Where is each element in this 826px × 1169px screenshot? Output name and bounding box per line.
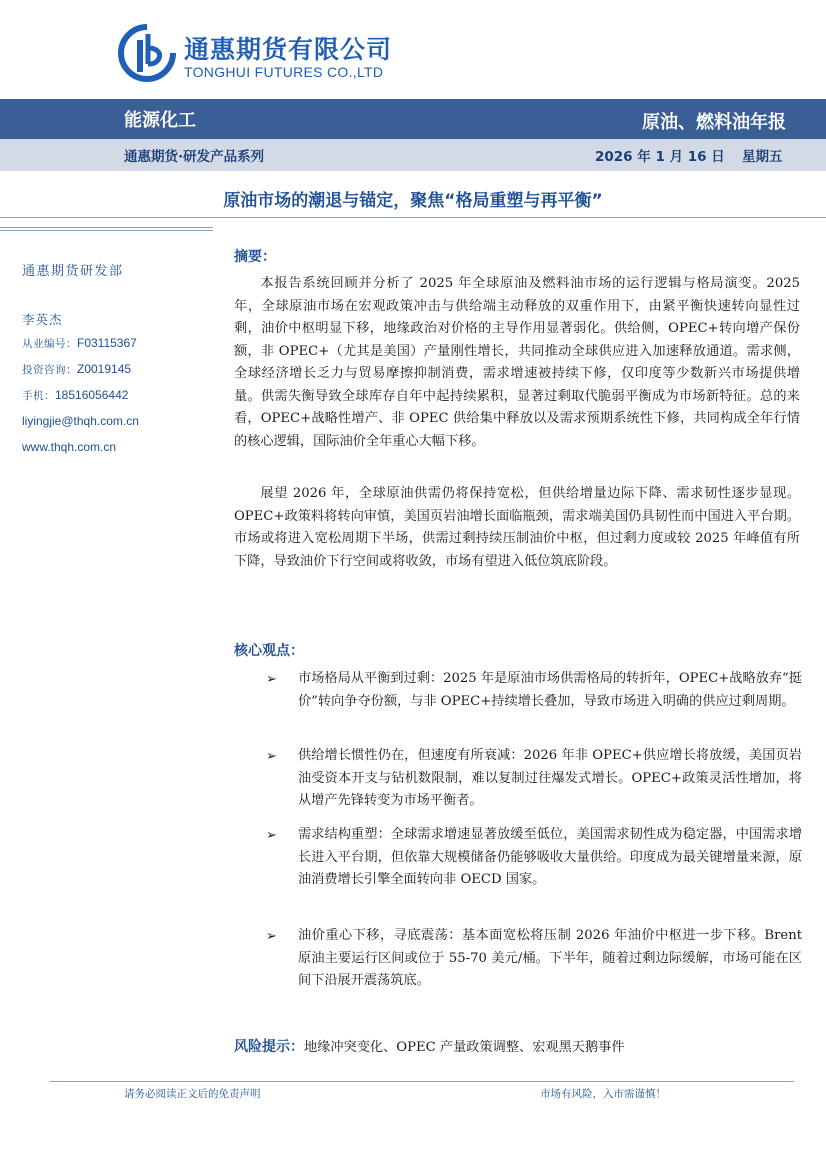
company-name-en: TONGHUI FUTURES CO.,LTD bbox=[184, 64, 384, 80]
footer-risk-warning: 市场有风险，入市需谨慎！ bbox=[540, 1088, 666, 1100]
department: 通惠期货研发部 bbox=[22, 264, 124, 279]
phone-value: 18516056442 bbox=[55, 388, 129, 402]
arrow-bullet-icon: ➢ bbox=[266, 672, 277, 687]
core-view-item: 需求结构重塑：全球需求增速显著放缓至低位，美国需求韧性成为稳定器，中国需求增长进入平台期，但依靠大规模储备仍能够吸收大量供给。印度成为最关键增量来源，原油消费增长引擎全面转向非 OECD 国家。 bbox=[298, 827, 802, 887]
license-number bbox=[22, 336, 137, 351]
analyst-name: 李英杰 bbox=[22, 312, 63, 327]
license-label: 从业编号： bbox=[22, 338, 77, 350]
arrow-bullet-icon: ➢ bbox=[266, 929, 277, 944]
report-date: 2026 年 1 月 16 日 bbox=[595, 149, 725, 165]
website[interactable] bbox=[22, 440, 116, 454]
abstract-heading: 摘要： bbox=[234, 249, 276, 265]
license-value: F03115367 bbox=[77, 336, 137, 350]
risk-note bbox=[234, 1036, 625, 1056]
outlook-paragraph: 展望 2026 年，全球原油供需仍将保持宽松，但供给增量边际下降、需求韧性逐步显现。OPEC+政策料将转向审慎，美国页岩油增长面临瓶颈，需求端美国仍具韧性而中国进入平台期。市场或将进入宽松周期下半场，供需过剩持续压制油价中枢，但过剩力度或较 2025 年峰值有所下降，导致油价下行空间或将收敛，市场有望进入低位筑底阶段。 bbox=[234, 486, 800, 569]
footer-disclaimer: 请务必阅读正文后的免责声明 bbox=[124, 1088, 261, 1100]
consult-label: 投资咨询： bbox=[22, 364, 77, 376]
sector-label: 能源化工 bbox=[124, 110, 196, 131]
series-label: 通惠期货·研发产品系列 bbox=[124, 149, 265, 165]
tonghui-logo-icon bbox=[118, 24, 176, 82]
consult-value: Z0019145 bbox=[77, 362, 132, 376]
sidebar-divider bbox=[0, 230, 213, 231]
core-view-item: 市场格局从平衡到过剩：2025 年是原油市场供需格局的转折年，OPEC+战略放弃“挺价”转向争夺份额，与非 OPEC+持续增长叠加，导致市场进入明确的供应过剩周期。 bbox=[298, 671, 802, 709]
company-name-cn: 通惠期货有限公司 bbox=[184, 35, 393, 64]
abstract-paragraph: 本报告系统回顾并分析了 2025 年全球原油及燃料油市场的运行逻辑与格局演变。2025 年，全球原油市场在宏观政策冲击与供给端主动释放的双重作用下，由紧平衡快速转向显性过剩，油价中枢明显下移，地缘政治对价格的主导作用显著弱化。供给侧，OPEC+转向增产保份额，非 OPEC+（尤其是美国）产量刚性增长，共同推动全球供应进入加速释放通道。需求侧，全球经济增长乏力与贸易摩擦抑制消费，需求增速被持续下修，仅印度等少数新兴市场提供增量。供需失衡导致全球库存自年中起持续累积，显著过剩取代脆弱平衡成为市场新特征。总的来看，OPEC+战略性增产、非 OPEC 供给集中释放以及需求预期系统性下修，共同构成全年行情的核心逻辑，国际油价全年重心大幅下移。 bbox=[234, 276, 800, 449]
phone bbox=[22, 388, 128, 403]
consult-number bbox=[22, 362, 131, 377]
report-type: 原油、燃料油年报 bbox=[642, 112, 786, 133]
email[interactable] bbox=[22, 414, 139, 428]
phone-label: 手机： bbox=[22, 390, 55, 402]
risk-label: 风险提示： bbox=[234, 1039, 304, 1055]
arrow-bullet-icon: ➢ bbox=[266, 828, 277, 843]
arrow-bullet-icon: ➢ bbox=[266, 749, 277, 764]
core-view-item: 油价重心下移，寻底震荡：基本面宽松将压制 2026 年油价中枢进一步下移。Brent 原油主要运行区间或位于 55-70 美元/桶。下半年，随着过剩边际缓解，市场可能在区间下沿展开震荡筑底。 bbox=[298, 928, 802, 988]
core-views-heading: 核心观点： bbox=[234, 643, 304, 659]
report-title: 原油市场的潮退与锚定，聚焦“格局重塑与再平衡” bbox=[223, 191, 603, 211]
website-link[interactable]: www.thqh.com.cn bbox=[22, 440, 117, 454]
risk-text: 地缘冲突变化、OPEC 产量政策调整、宏观黑天鹅事件 bbox=[304, 1040, 625, 1055]
title-divider bbox=[0, 217, 826, 218]
report-weekday: 星期五 bbox=[742, 149, 783, 165]
sidebar-divider bbox=[0, 227, 213, 228]
core-view-item: 供给增长惯性仍在，但速度有所衰减：2026 年非 OPEC+供应增长将放缓，美国页岩油受资本开支与钻机数限制，难以复制过往爆发式增长。OPEC+政策灵活性增加，将从增产先锋转变为市场平衡者。 bbox=[298, 748, 802, 808]
email-link[interactable]: liyingjie@thqh.com.cn bbox=[22, 414, 139, 428]
footer-divider bbox=[50, 1081, 794, 1082]
